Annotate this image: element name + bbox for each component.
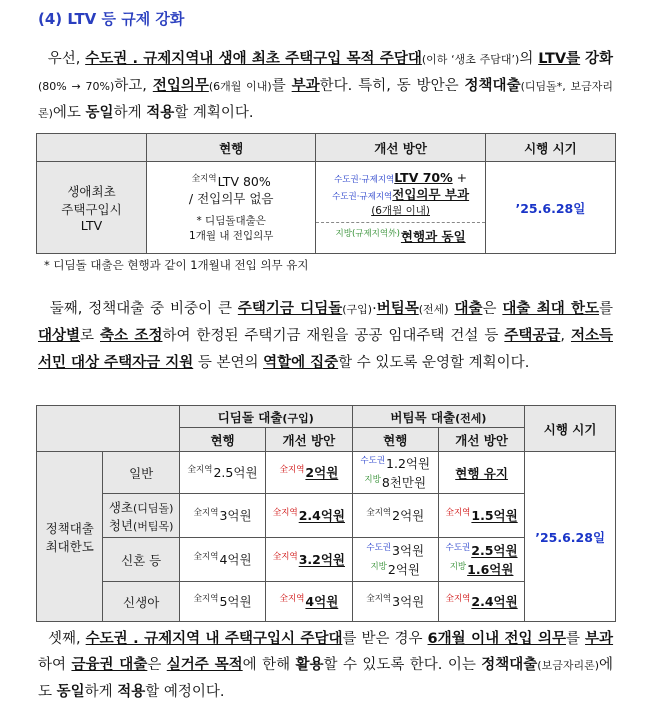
- text-emph: 부과: [585, 631, 614, 647]
- date-cell: ’25.6.28일: [525, 452, 616, 622]
- region-caption: 全지역: [445, 508, 471, 519]
- region-caption: 全지역: [193, 508, 219, 519]
- cell-value: 3.2억원: [298, 552, 345, 568]
- text: 를: [566, 631, 581, 647]
- cell-value: 2.4억원: [471, 594, 518, 610]
- plan-cell: [316, 162, 485, 254]
- text: 한다.: [319, 78, 353, 94]
- cell-value: 2억원: [305, 465, 339, 481]
- category-label: 신혼 등: [103, 538, 179, 582]
- row-group-label: [37, 452, 103, 622]
- text: 할 수 있도록 운영할 계획이다.: [338, 355, 530, 371]
- beotimmok-current: [352, 494, 438, 538]
- cell-value: 3억원: [219, 508, 252, 524]
- text-emph: 동일: [85, 105, 114, 121]
- text: 등 본연의: [197, 355, 259, 371]
- category-sub: (버팀목): [133, 519, 174, 533]
- cell-text: 전입의무 부과: [392, 186, 470, 202]
- region-caption: 全지역: [193, 552, 219, 563]
- region-caption: 수도권: [366, 543, 391, 554]
- table-group-header: [179, 406, 352, 428]
- table-sub-header: 현행: [352, 428, 438, 452]
- region-caption: 수도권·규제지역: [332, 191, 393, 202]
- text: 를: [599, 301, 614, 317]
- cell-value: 1.2억원: [386, 456, 431, 472]
- text-emph: 동일: [56, 684, 85, 700]
- cell-value: 4억원: [219, 552, 252, 568]
- date-cell: ’25.6.28일: [485, 162, 615, 254]
- text-small: (80% → 70%): [38, 80, 115, 93]
- table-header-blank: [37, 406, 180, 452]
- didimdol-new: [266, 538, 352, 582]
- cell-value: 2.5억원: [213, 465, 258, 481]
- didimdol-new: [266, 582, 352, 622]
- text-emph: 금융권 대출: [71, 657, 148, 673]
- cell-value: 2.4억원: [298, 508, 345, 524]
- category-label: [103, 494, 179, 538]
- text-emph: 활용: [295, 657, 324, 673]
- text-small: (이하 ‘생초 주담대’): [421, 53, 520, 66]
- paragraph-2: [38, 296, 613, 377]
- text-emph: 수도권 . 규제지역 내 주택구입시 주담대: [85, 631, 343, 647]
- category-sub: (디딤돌): [133, 501, 174, 515]
- current-cell: [147, 162, 316, 254]
- text-small: (디딤돌*, 보금자리론): [38, 80, 614, 120]
- section-heading: (4) LTV 등 규제 강화: [38, 10, 185, 28]
- text-small: (전세): [418, 303, 449, 316]
- text-small: (구입): [342, 303, 373, 316]
- text: 하여 한정된 주택기금 재원을 공공 임대주택 건설 등: [162, 328, 499, 344]
- table-sub-header: 개선 방안: [266, 428, 352, 452]
- text-small: (보금자리론): [537, 659, 600, 672]
- cell-text: / 전입의무 없음: [188, 191, 274, 207]
- category-label: 신생아: [103, 582, 179, 622]
- cell-value: 4억원: [305, 594, 339, 610]
- text: 를 받은 경우: [342, 631, 423, 647]
- text: ,: [560, 328, 565, 344]
- category-text: 청년: [108, 517, 133, 533]
- category-label: 일반: [103, 452, 179, 494]
- beotimmok-new: [438, 538, 524, 582]
- text-emph: 실거주 목적: [166, 657, 243, 673]
- beotimmok-current: [352, 452, 438, 494]
- beotimmok-current: [352, 582, 438, 622]
- didimdol-current: [179, 452, 265, 494]
- cell-note: (6개월 이내): [371, 204, 430, 217]
- group-label: 버팀목 대출: [390, 409, 456, 425]
- row-label-line: 최대한도: [45, 538, 94, 554]
- cell-text: 현행과 동일: [400, 229, 466, 245]
- cell-value: 3억원: [392, 543, 425, 559]
- cell-value: 3억원: [392, 594, 425, 610]
- region-caption: 全지역: [193, 594, 219, 605]
- text-emph: LTV를: [538, 51, 581, 67]
- loan-limit-table: [36, 405, 616, 622]
- region-caption: 全지역: [366, 508, 392, 519]
- table-header-blank: [37, 134, 147, 162]
- cell-value: 2.5억원: [471, 543, 518, 559]
- region-caption: 全지역: [272, 552, 298, 563]
- text-emph: 부과: [291, 78, 320, 94]
- cell-value: 8천만원: [381, 474, 427, 490]
- cell-text: LTV 80%: [217, 174, 271, 190]
- group-sub: (전세): [455, 411, 487, 425]
- beotimmok-new: [438, 582, 524, 622]
- region-caption: 수도권: [445, 543, 471, 554]
- beotimmok-current: [352, 538, 438, 582]
- text: 에도: [52, 105, 81, 121]
- table-group-header: [352, 406, 525, 428]
- region-caption: 全지역: [187, 465, 213, 476]
- cell-value: 5억원: [219, 594, 252, 610]
- region-caption: 全지역: [191, 173, 217, 184]
- table-sub-header: 개선 방안: [438, 428, 524, 452]
- text: 할 예정이다.: [145, 684, 225, 700]
- text-small: (6개월 이내): [208, 80, 272, 93]
- text-emph: 강화: [585, 51, 614, 67]
- text-emph: 정책대출: [464, 78, 521, 94]
- text-emph: 주택공급: [504, 328, 561, 344]
- region-caption: 지방: [449, 561, 467, 572]
- text-emph: 버팀목: [376, 301, 419, 317]
- region-caption: 全지역: [272, 508, 298, 519]
- table-header: 개선 방안: [316, 134, 485, 162]
- region-caption: 全지역: [366, 594, 392, 605]
- region-caption: 수도권·규제지역: [334, 174, 395, 185]
- text: 하게: [113, 105, 142, 121]
- region-caption: 全지역: [279, 594, 305, 605]
- table-header: 시행 시기: [485, 134, 615, 162]
- text: 우선,: [47, 51, 81, 67]
- text: 둘째, 정책대출 중 비중이 큰: [49, 301, 232, 317]
- didimdol-current: [179, 494, 265, 538]
- text-emph: 대출 최대 한도: [502, 301, 600, 317]
- text: 에 한해: [242, 657, 291, 673]
- text-emph: 적용: [146, 105, 175, 121]
- text: ·: [372, 301, 377, 317]
- text: 를: [271, 78, 286, 94]
- paragraph-1: [38, 46, 613, 127]
- cell-value: 현행 유지: [455, 465, 508, 481]
- text-emph: 축소 조정: [100, 328, 163, 344]
- ltv-table: [36, 133, 616, 254]
- text-emph: 6개월 이내 전입 의무: [427, 631, 567, 647]
- row-label-line: 주택구입시: [61, 202, 122, 217]
- text: 은: [147, 657, 162, 673]
- didimdol-new: [266, 452, 352, 494]
- didimdol-current: [179, 582, 265, 622]
- didimdol-current: [179, 538, 265, 582]
- table-header: 시행 시기: [525, 406, 616, 452]
- footnote: * 디딤돌 대출은 현행과 같이 1개월내 전입 의무 유지: [44, 258, 309, 272]
- row-label-line: 생애최초: [67, 184, 116, 199]
- cell-text: LTV 70%: [394, 169, 453, 185]
- table-sub-header: 현행: [179, 428, 265, 452]
- region-caption: 全지역: [279, 465, 305, 476]
- region-caption: 지방(규제지역外): [335, 228, 400, 239]
- region-caption: 지방: [364, 474, 381, 485]
- text: 셋째,: [48, 631, 81, 647]
- text: 은: [482, 301, 497, 317]
- text-emph: 주택기금 디딤돌: [237, 301, 343, 317]
- cell-text: +: [456, 169, 468, 185]
- text: 하게: [84, 684, 113, 700]
- text: 로: [80, 328, 95, 344]
- text: 특히, 동 방안은: [358, 78, 459, 94]
- group-sub: (구입): [282, 411, 314, 425]
- cell-note: * 디딤돌대출은: [196, 215, 266, 228]
- beotimmok-new: [438, 494, 524, 538]
- cell-value: 2억원: [392, 508, 425, 524]
- cell-value: 1.6억원: [467, 561, 514, 577]
- cell-value: 1.5억원: [471, 508, 518, 524]
- text-emph: 적용: [117, 684, 146, 700]
- text: 에도: [38, 657, 614, 700]
- text-emph: 저소득 서민 대상 주택자금 지원: [38, 328, 613, 371]
- didimdol-new: [266, 494, 352, 538]
- row-label-line: LTV: [80, 218, 103, 233]
- row-label: [37, 162, 147, 254]
- text-emph: 수도권 . 규제지역내 생애 최초 주택구입 목적 주담대: [85, 51, 422, 67]
- text-emph: 역할에 집중: [263, 355, 339, 371]
- text: 의: [519, 51, 534, 67]
- group-label: 디딤돌 대출: [217, 409, 283, 425]
- text-emph: 전입의무: [152, 78, 209, 94]
- category-text: 생초: [108, 499, 133, 515]
- paragraph-3: [38, 626, 613, 705]
- region-caption: 지방: [370, 561, 387, 572]
- text: 할 계획이다.: [174, 105, 254, 121]
- region-caption: 全지역: [445, 594, 471, 605]
- text-emph: 대출: [454, 301, 483, 317]
- beotimmok-new: [438, 452, 524, 494]
- cell-note: 1개월 내 전입의무: [189, 230, 274, 243]
- text: 하여: [38, 657, 67, 673]
- text: 하고,: [114, 78, 147, 94]
- cell-value: 2억원: [387, 561, 420, 577]
- text: 할 수 있도록 한다. 이는: [323, 657, 476, 673]
- table-header: 현행: [147, 134, 316, 162]
- row-label-line: 정책대출: [45, 520, 94, 536]
- text-emph: 정책대출: [481, 657, 538, 673]
- region-caption: 수도권: [360, 456, 386, 467]
- text-emph: 대상별: [38, 328, 81, 344]
